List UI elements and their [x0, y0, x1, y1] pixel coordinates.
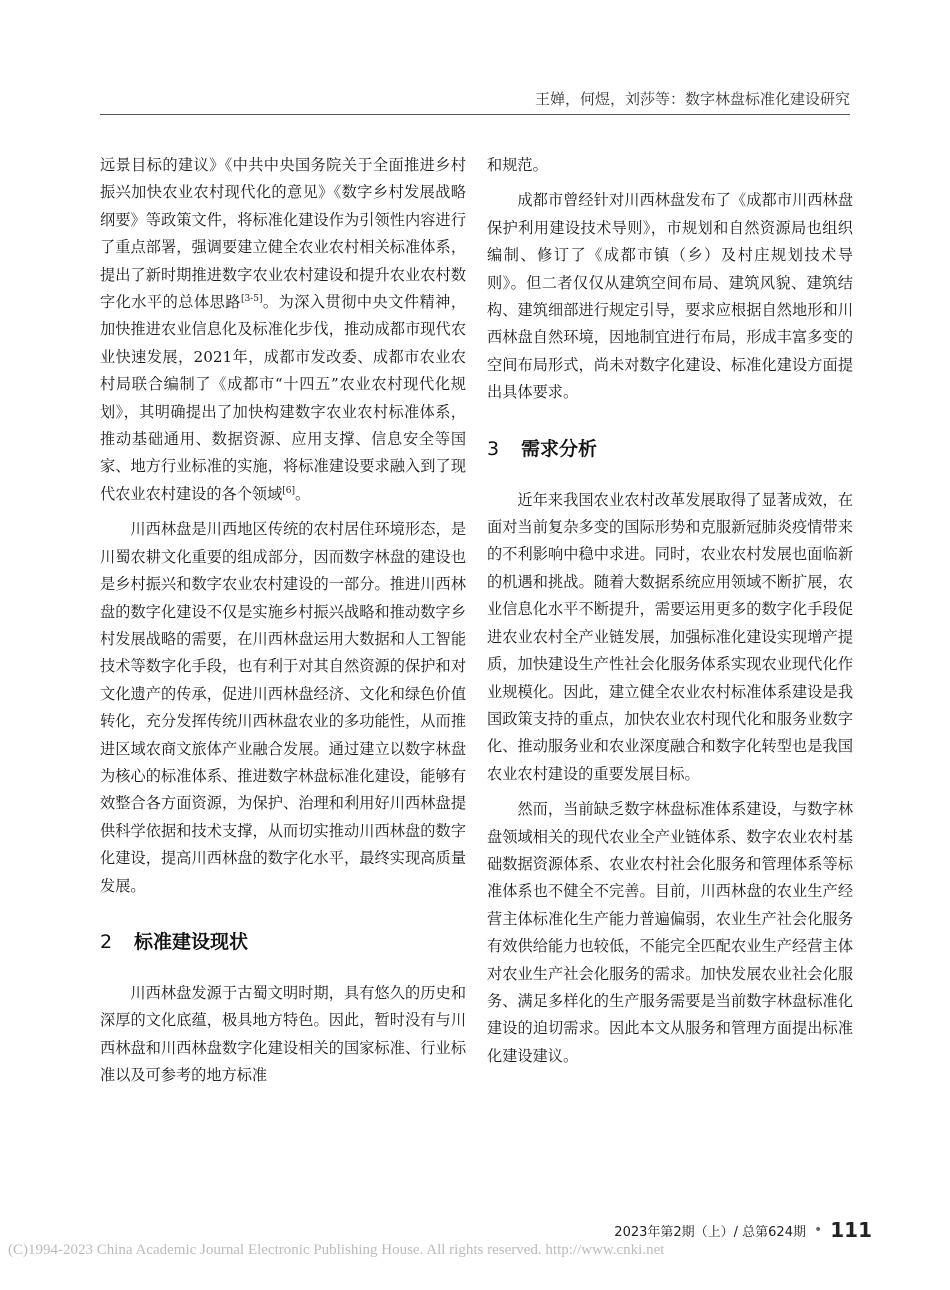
page-footer — [614, 1218, 872, 1242]
paragraph: 和规范。 — [487, 156, 548, 174]
bullet-separator: • — [813, 1222, 823, 1238]
left-column — [100, 152, 466, 1098]
paragraph-text: 远景目标的建议》《中共中央国务院关于全面推进乡村振兴加快农业农村现代化的意见》《数字乡村发展战略纲要》等政策文件，将标准化建设作为引领性内容进行了重点部署，强调要建立健全农业农村相关标准体系，提出了新时期推进数字农业农村建设和提升农业农村数字化水平的总体思路 — [100, 156, 466, 312]
paragraph: 近年来我国农业农村改革发展取得了显著成效，在面对当前复杂多变的国际形势和克服新冠肺炎疫情带来的不利影响中稳中求进。同时，农业农村发展也面临新的机遇和挑战。随着大数据系统应用领域不断扩展，农业信息化水平不断提升，需要运用更多的数字化手段促进农业农村全产业链发展，加强标准化建设实现增产提质，加快建设生产性社会化服务体系实现农业现代化作业规模化。因此，建立健全农业农村标准体系建设是我国政策支持的重点，加快农业农村现代化和服务业数字化、推动服务业和农业深度融合和数字化转型也是我国农业农村建设的重要发展目标。 — [487, 490, 853, 783]
paragraph: 成都市曾经针对川西林盘发布了《成都市川西林盘保护利用建设技术导则》，市规划和自然资源局也组织编制、修订了《成都市镇（乡）及村庄规划技术导则》。但二者仅仅从建筑空间布局、建筑风貌、建筑结构、建筑细部进行规定引导，要求应根据自然地形和川西林盘自然环境，因地制宜进行布局，形成丰富多变的空间布局形式，尚未对数字化建设、标准化建设方面提出具体要求。 — [487, 191, 853, 402]
issue-info: 2023年第2期（上）/ 总第624期 — [614, 1224, 806, 1240]
citation-ref: [3-5] — [240, 293, 263, 304]
paragraph: 川西林盘发源于古蜀文明时期，具有悠久的历史和深厚的文化底蕴，极具地方特色。因此，暂时没有与川西林盘和川西林盘数字化建设相关的国家标准、行业标准以及可参考的地方标准 — [100, 983, 466, 1085]
header-divider — [100, 114, 850, 115]
section-heading — [487, 435, 853, 463]
section-title: 标准建设现状 — [134, 930, 249, 953]
copyright-watermark: (C)1994-2023 China Academic Journal Electronic Publishing House. All rights reserved. http://www.cnki.net — [8, 1242, 665, 1258]
section-heading — [100, 928, 466, 956]
paragraph: 川西林盘是川西地区传统的农村居住环境形态，是川蜀农耕文化重要的组成部分，因而数字林盘的建设也是乡村振兴和数字农业农村建设的一部分。推进川西林盘的数字化建设不仅是实施乡村振兴战略和推动数字乡村发展战略的需要，在川西林盘运用大数据和人工智能技术等数字化手段，也有利于对其自然资源的保护和对文化遗产的传承，促进川西林盘经济、文化和绿色价值转化，充分发挥传统川西林盘农业的多功能性，从而推进区域农商文旅体产业融合发展。通过建立以数字林盘为核心的标准体系、推进数字林盘标准化建设，能够有效整合各方面资源，为保护、治理和利用好川西林盘提供科学依据和技术支撑，从而切实推动川西林盘的数字化建设，提高川西林盘的数字化水平，最终实现高质量发展。 — [100, 520, 466, 895]
section-number: 2 — [100, 930, 113, 953]
section-title: 需求分析 — [521, 437, 598, 460]
running-header: 王婵，何煜，刘莎等：数字林盘标准化建设研究 — [534, 90, 850, 108]
section-number: 3 — [487, 437, 500, 460]
paragraph-text: 。 — [295, 484, 311, 503]
right-column — [487, 152, 853, 1078]
paragraph — [100, 152, 466, 508]
citation-ref: [6] — [282, 485, 295, 496]
paragraph-text: 。为深入贯彻中央文件精神，加快推进农业信息化及标准化步伐，推动成都市现代农业快速发展，2021年，成都市发改委、成都市农业农村局联合编制了《成都市“十四五”农业农村现代化规划》，其明确提出了加快构建数字农业农村标准体系，推动基础通用、数据资源、应用支撑、信息安全等国家、地方行业标准的实施，将标准建设要求融入到了现代农业农村建设的各个领域 — [100, 293, 467, 503]
page-number: 111 — [830, 1218, 872, 1242]
paragraph: 然而，当前缺乏数字林盘标准体系建设，与数字林盘领域相关的现代农业全产业链体系、数字农业农村基础数据资源体系、农业农村社会化服务和管理体系等标准体系也不健全不完善。目前，川西林盘的农业生产经营主体标准化生产能力普遍偏弱，农业生产社会化服务有效供给能力也较低，不能完全匹配农业生产经营主体对农业生产社会化服务的需求。加快发展农业社会化服务、满足多样化的生产服务需要是当前数字林盘标准化建设的迫切需求。因此本文从服务和管理方面提出标准化建设建议。 — [487, 800, 853, 1065]
